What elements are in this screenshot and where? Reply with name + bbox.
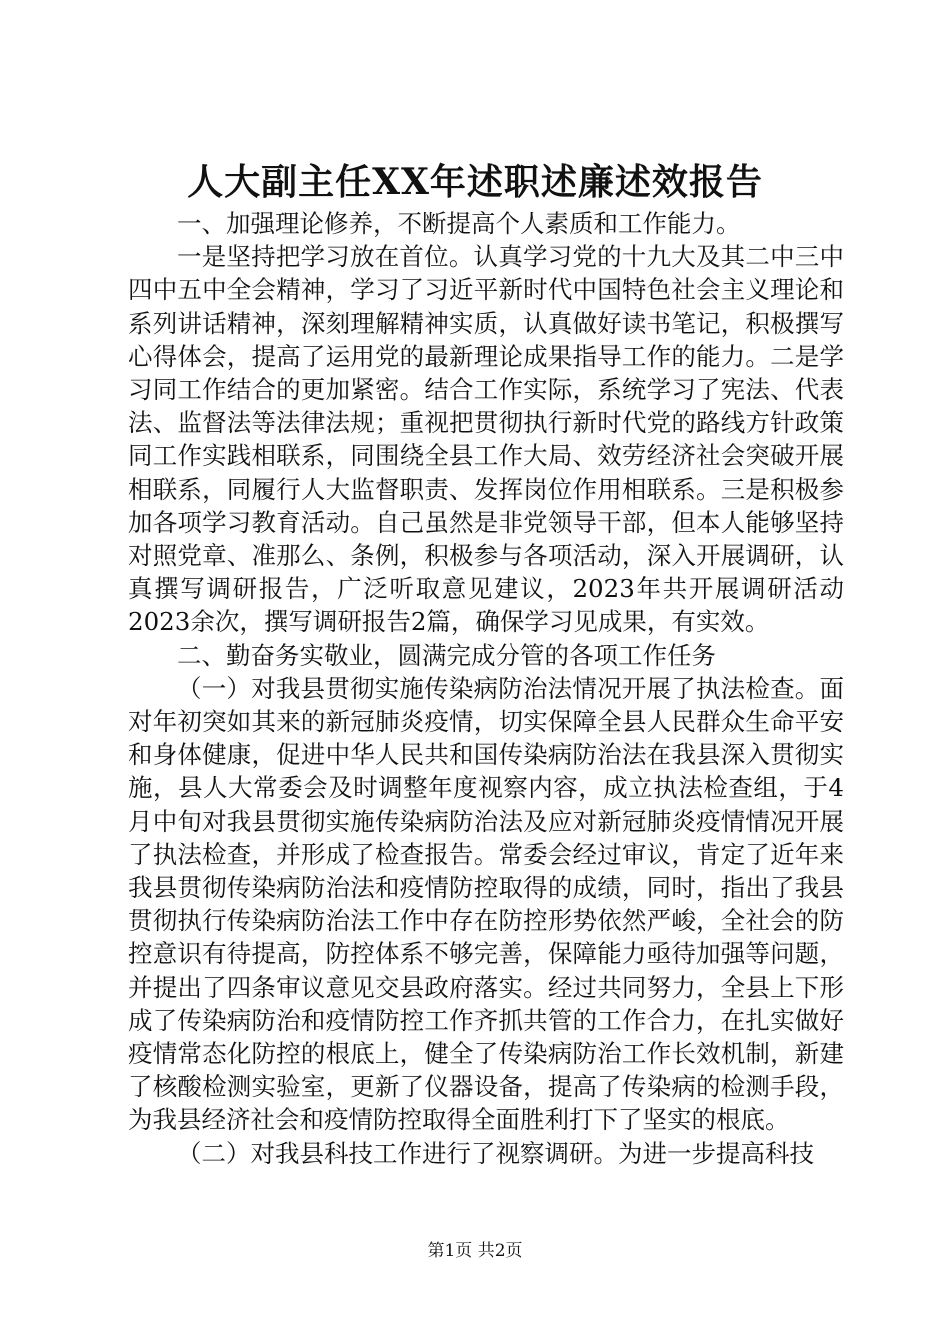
page-number-footer: 第1页 共2页 [427, 1241, 523, 1261]
paragraph-law-inspection: （一）对我县贯彻实施传染病防治法情况开展了执法检查。面对年初突如其来的新冠肺炎疫情，切实保障全县人民群众生命平安和身体健康，促进中华人民共和国传染病防治法在我县深入贯彻实施，县人大常委会及时调整年度视察内容，成立执法检查组，于4月中旬对我县贯彻实施传染病防治法及应对新冠肺炎疫情情况开展了执法检查，并形成了检查报告。常委会经过审议，肯定了近年来我县贯彻传染病防治法和疫情防控取得的成绩，同时，指出了我县贯彻执行传染病防治法工作中存在防控形势依然严峻，全社会的防控意识有待提高，防控体系不够完善，保障能力亟待加强等问题，并提出了四条审议意见交县政府落实。经过共同努力，全县上下形成了传染病防治和疫情防控工作齐抓共管的工作合力，在扎实做好疫情常态化防控的根底上，健全了传染病防治工作长效机制，新建了核酸检测实验室，更新了仪器设备，提高了传染病的检测手段，为我县经济社会和疫情防控取得全面胜利打下了坚实的根底。 [128, 673, 844, 1135]
paragraph-section-one-heading: 一、加强理论修养，不断提高个人素质和工作能力。 [177, 209, 741, 238]
document-title: 人大副主任XX年述职述廉述效报告 [187, 161, 763, 203]
paragraph-study: 一是坚持把学习放在首位。认真学习党的十九大及其二中三中四中五中全会精神，学习了习近平新时代中国特色社会主义理论和系列讲话精神，深刻理解精神实质，认真做好读书笔记，积极撰写心得体会，提高了运用党的最新理论成果指导工作的能力。二是学习同工作结合的更加紧密。结合工作实际，系统学习了宪法、代表法、监督法等法律法规；重视把贯彻执行新时代党的路线方针政策同工作实践相联系，同围绕全县工作大局、效劳经济社会突破开展相联系，同履行人大监督职责、发挥岗位作用相联系。三是积极参加各项学习教育活动。自己虽然是非党领导干部，但本人能够坚持对照党章、准那么、条例，积极参与各项活动，深入开展调研，认真撰写调研报告，广泛听取意见建议，2023年共开展调研活动2023余次，撰写调研报告2篇，确保学习见成果，有实效。 [128, 242, 844, 637]
paragraph-tech-survey: （二）对我县科技工作进行了视察调研。为进一步提高科技 [177, 1138, 814, 1168]
paragraph-section-two-heading: 二、勤奋务实敬业，圆满完成分管的各项工作任务 [177, 640, 716, 670]
document-body [128, 207, 844, 1170]
